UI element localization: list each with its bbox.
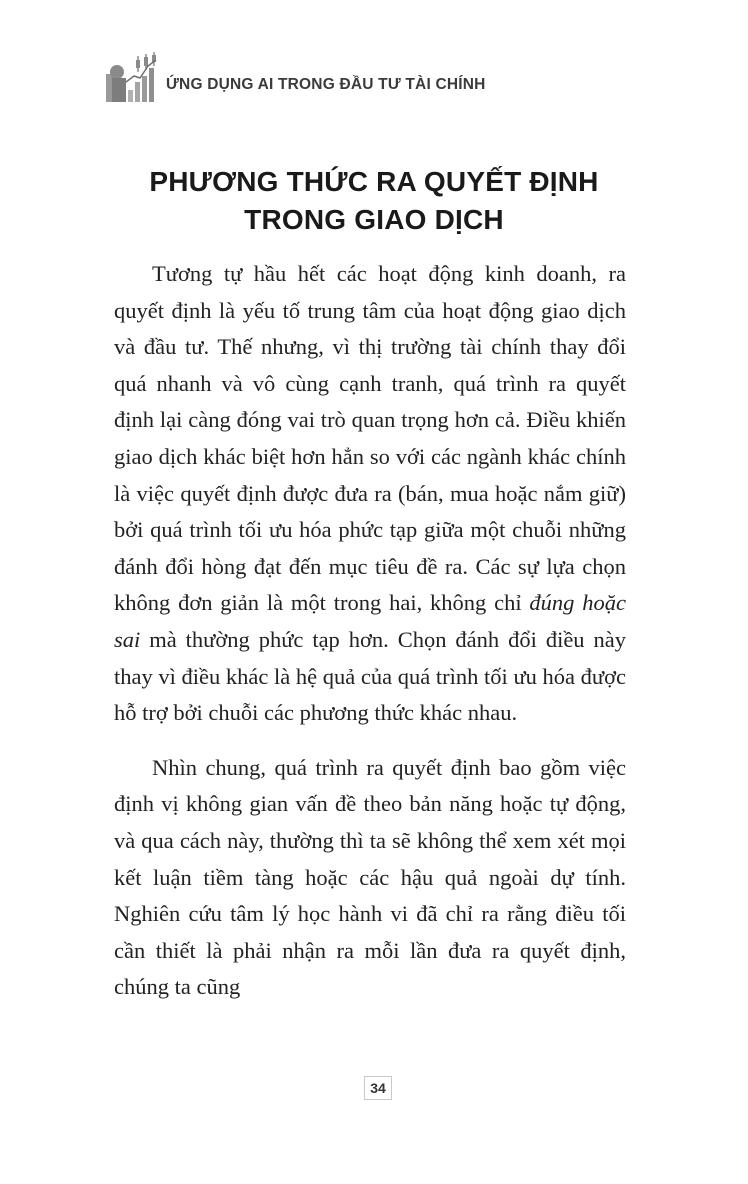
chapter-title xyxy=(0,163,748,239)
paragraph-1-text-a: Tương tự hầu hết các hoạt động kinh doanh, ra quyết định là yếu tố trung tâm của hoạt động giao dịch và đầu tư. Thế nhưng, vì thị trường tài chính thay đổi quá nhanh và vô cùng cạnh tranh, quá trình ra quyết định lại càng đóng vai trò quan trọng hơn cả. Điều khiến giao dịch khác biệt hơn hẳn so với các ngành khác chính là việc quyết định được đưa ra (bán, mua hoặc nắm giữ) bởi quá trình tối ưu hóa phức tạp giữa một chuỗi những đánh đổi hòng đạt đến mục tiêu đề ra. Các sự lựa chọn không đơn giản là một trong hai, không chỉ xyxy=(114,261,626,616)
page-number: 34 xyxy=(364,1076,392,1100)
running-header-title: ỨNG DỤNG AI TRONG ĐẦU TƯ TÀI CHÍNH xyxy=(166,76,486,93)
chapter-title-line-1: PHƯƠNG THỨC RA QUYẾT ĐỊNH xyxy=(149,165,599,197)
chapter-title-line-2: TRONG GIAO DỊCH xyxy=(244,203,504,235)
paragraph-2: Nhìn chung, quá trình ra quyết định bao gồm việc định vị không gian vấn đề theo bản năng hoặc tự động, và qua cách này, thường thì ta sẽ không thể xem xét mọi kết luận tiềm tàng hoặc các hậu quả ngoài dự tính. Nghiên cứu tâm lý học hành vi đã chỉ ra rằng điều tối cần thiết là phải nhận ra mỗi lần đưa ra quyết định, chúng ta cũng xyxy=(114,754,626,1000)
paragraph-1-italic-phrase: đúng hoặc sai xyxy=(114,590,626,652)
paragraph-1 xyxy=(114,256,626,732)
finance-chart-logo-icon xyxy=(104,52,160,104)
paragraph-1-text-b: mà thường phức tạp hơn. Chọn đánh đổi điều này thay vì điều khác là hệ quả của quá trình tối ưu hóa được hỗ trợ bởi chuỗi các phương thức khác nhau. xyxy=(114,626,626,726)
running-header xyxy=(104,52,486,104)
body-text xyxy=(114,256,626,1006)
